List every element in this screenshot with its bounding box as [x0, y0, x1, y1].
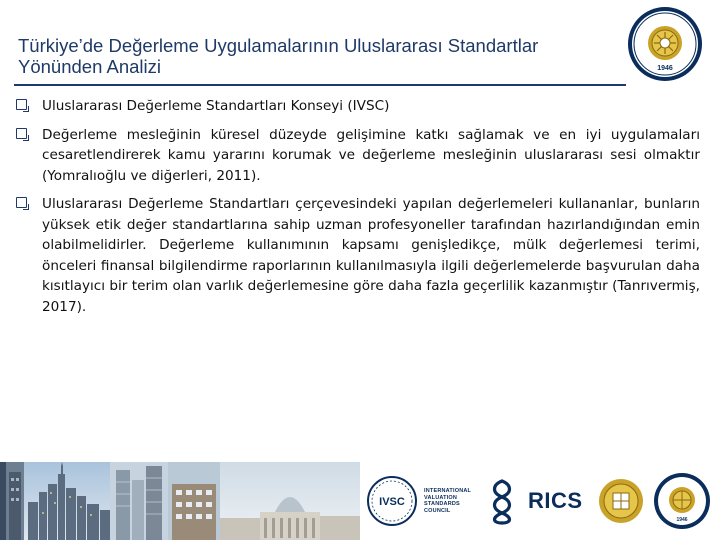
title-divider [14, 84, 626, 86]
city-skyline-photo [24, 462, 110, 540]
university-seal-small-icon [653, 470, 711, 532]
rics-wordmark: RICS [528, 488, 583, 513]
bullet-text: Uluslararası Değerleme Standartları çerçevesindeki yapılan değerlemeleri kullananlar, bunların yüksek etik değer standartlarına sahip uzman profesyoneller tarafından hazırlandığından emin olabilmelidirler. Değerleme kullanımının kapsamı genişledikçe, mülk değerlemesi terimi, önceleri finansal bilgilendirme raporlarının kullanılmasıyla ilgili değerlemelerde başvurulan daha kısıtlayıcı bir terim olan varlık değerlemesine göre daha fazla geçerlilik kazanmıştır (Tanrıvermiş, 2017). [42, 196, 700, 315]
ivsc-name-line: COUNCIL [424, 507, 451, 514]
slide-title-line-2: Yönünden Analizi [18, 56, 161, 77]
university-seal-logo [626, 5, 704, 83]
dome-building-photo [220, 462, 360, 540]
ivsc-name-line: STANDARDS [424, 501, 460, 507]
towers-photo [110, 462, 168, 540]
bullet-text: Uluslararası Değerleme Standartları Konseyi (IVSC) [42, 98, 390, 114]
ivsc-name-line: VALUATION [424, 494, 458, 501]
checkbox-bullet-icon [16, 197, 27, 208]
slide-title [18, 35, 618, 77]
checkbox-bullet-icon [16, 128, 27, 139]
residential-photo [168, 462, 220, 540]
ivsc-name [424, 488, 476, 514]
bullet-item-ivsc [16, 96, 700, 117]
slide-title-line-1: Türkiye’de Değerleme Uygulamalarının Uluslararası Standartlar [18, 35, 539, 56]
bullet-item-standards [16, 194, 700, 317]
partner-logos [360, 462, 720, 540]
seal-year-text: 1946 [657, 65, 673, 72]
ivsc-name-line: INTERNATIONAL [424, 488, 472, 494]
ivsc-logo-icon [366, 475, 418, 527]
seal-year-text-small: 1946 [676, 517, 688, 523]
bullet-list [16, 96, 700, 325]
rics-emblem-icon [482, 475, 522, 527]
building-photo-left [6, 462, 24, 540]
bullet-text: Değerleme mesleğinin küresel düzeyde gelişimine katkı sağlamak ve en iyi uygulamaları cesaretlendirerek kamu yararını korumak ve değerleme mesleğinin uluslararası sesi olmaktır (Yomralıoğlu ve diğerleri, 2011). [42, 126, 700, 184]
checkbox-bullet-icon [16, 99, 27, 110]
gold-crest-icon [597, 475, 645, 527]
bullet-item-purpose [16, 125, 700, 187]
ivsc-abbrev: IVSC [379, 496, 405, 508]
